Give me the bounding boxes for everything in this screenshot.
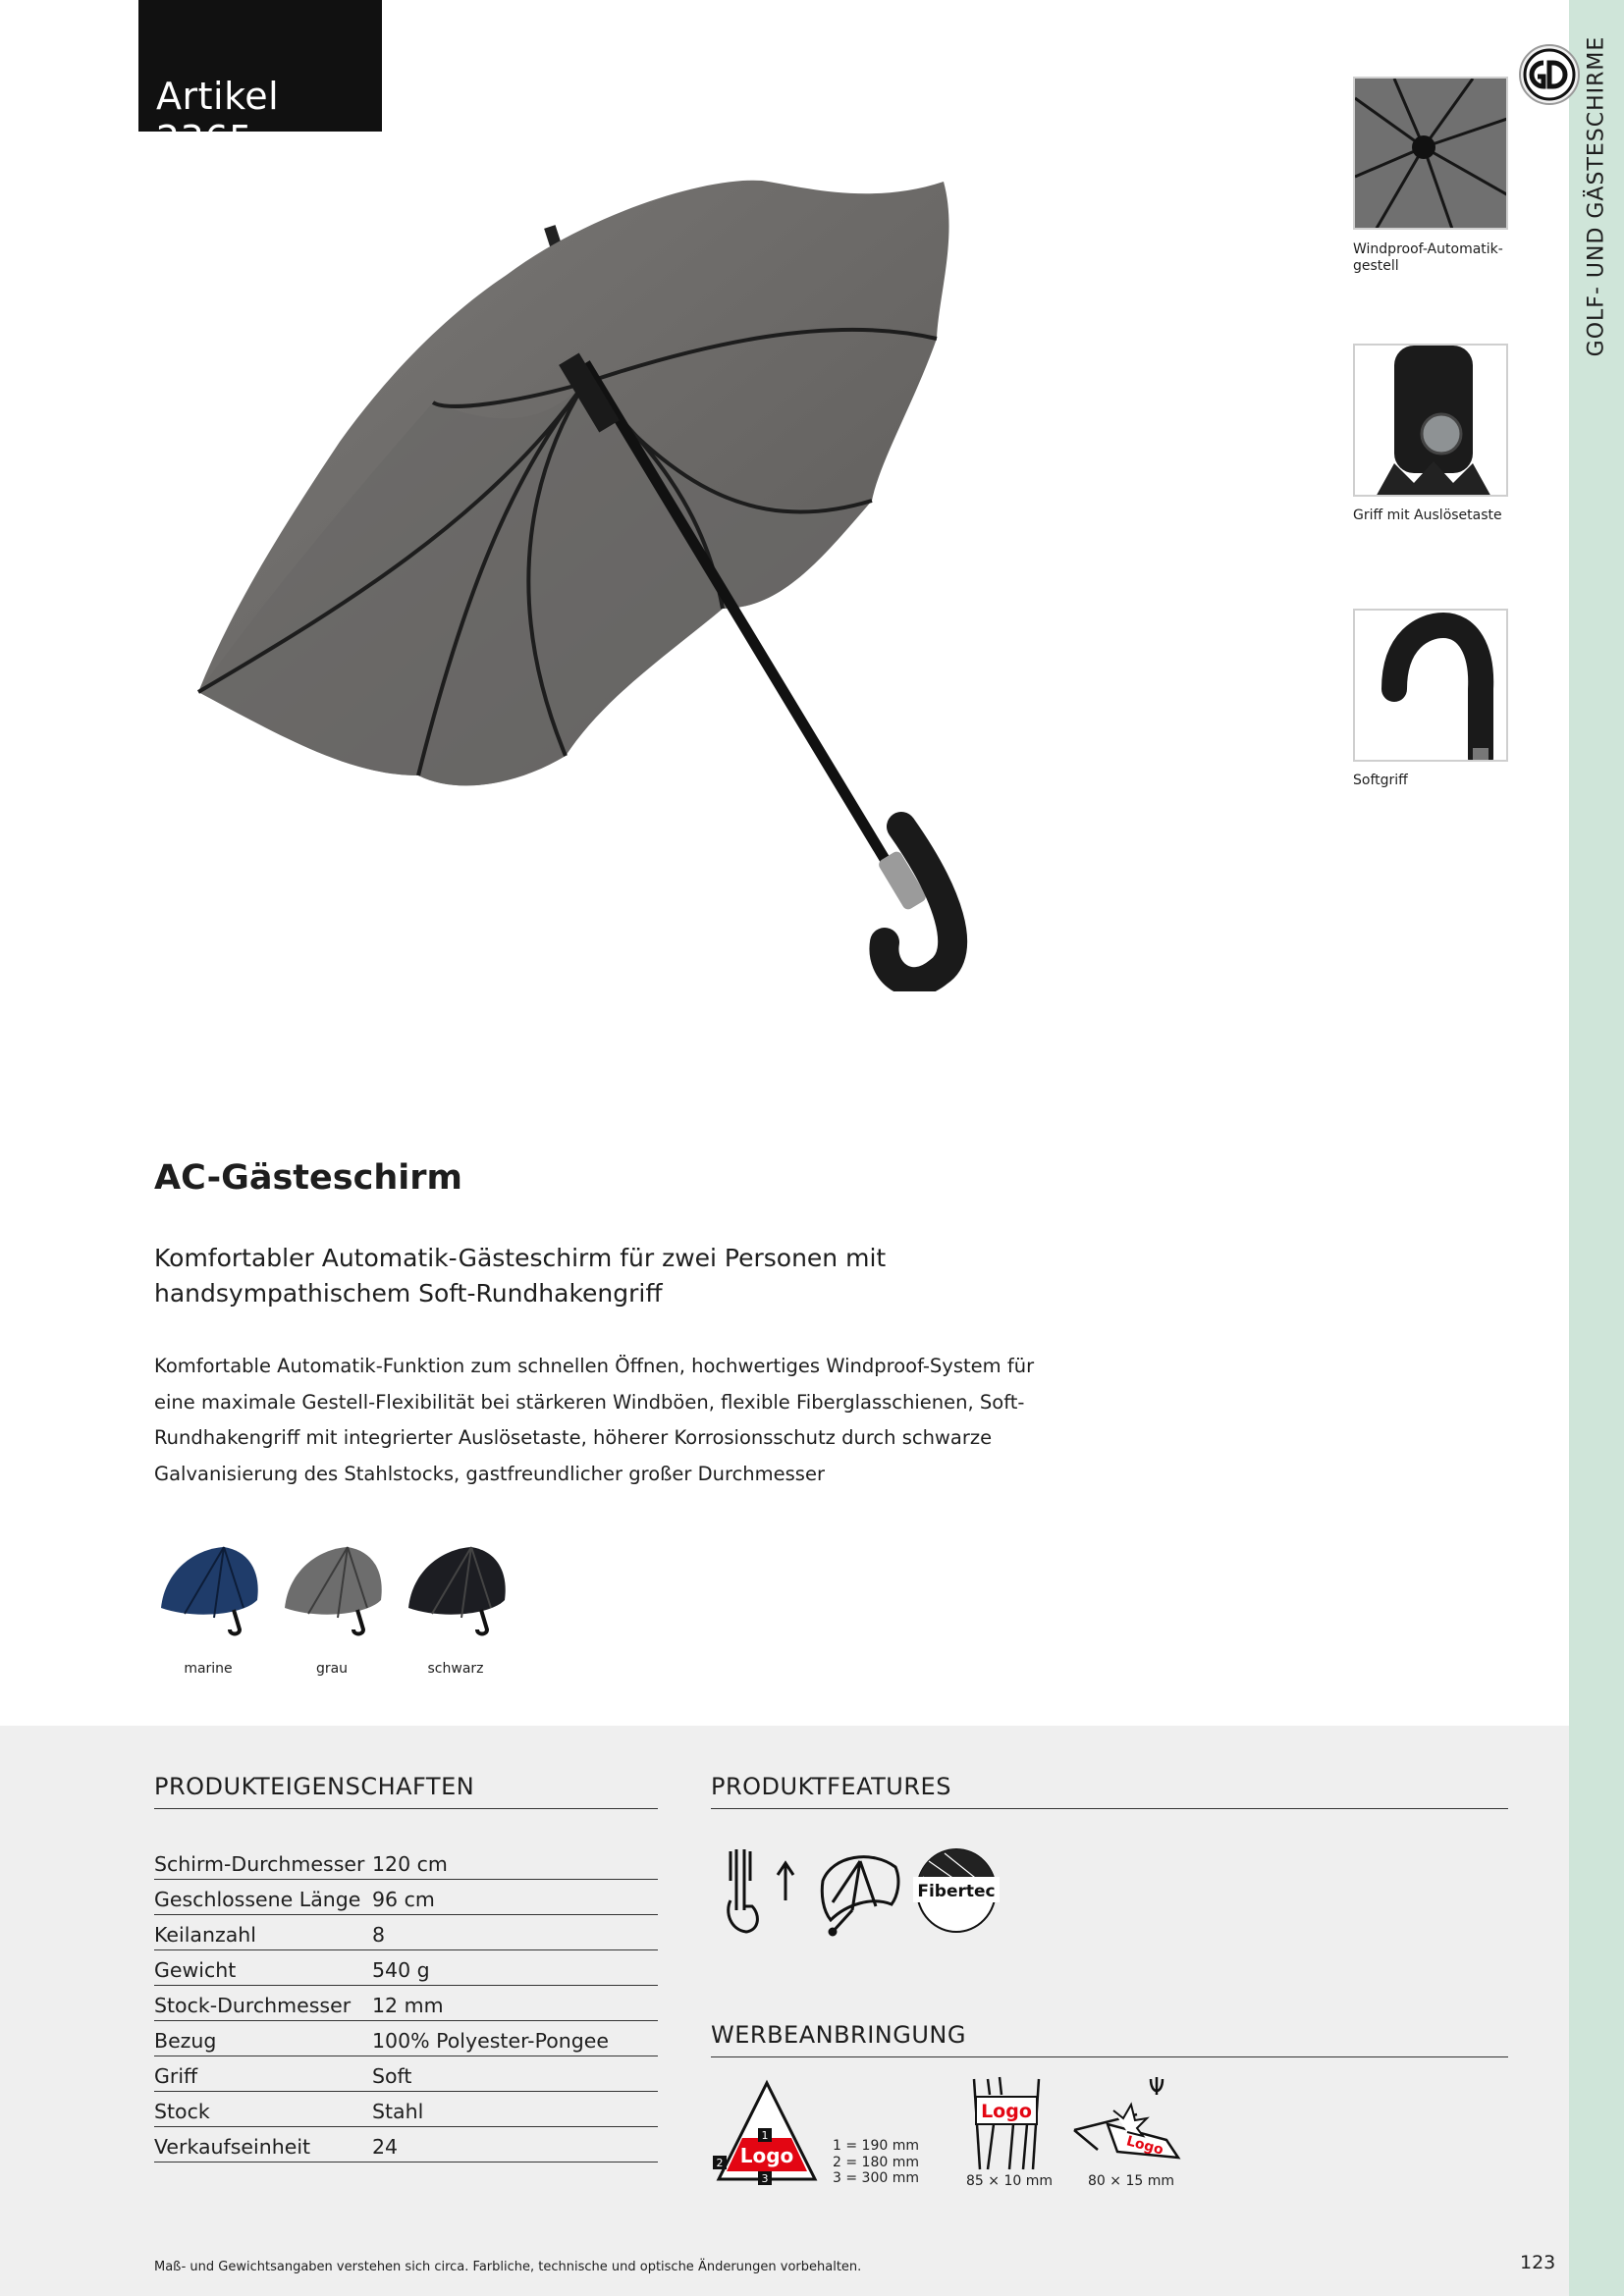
handle-size: 80 × 15 mm	[1088, 2173, 1174, 2189]
detail-image-frame	[1353, 77, 1508, 230]
detail-image-frame	[1353, 344, 1508, 497]
table-row: Schirm-Durchmesser 120 cm	[154, 1843, 658, 1879]
table-row: Bezug 100% Polyester-Pongee	[154, 2020, 658, 2056]
advertising-heading: WERBEANBRINGUNG	[711, 2021, 1508, 2057]
product-subtitle: Komfortabler Automatik-Gästeschirm für zwei Personen mit handsympathischem Soft-Rundhakengriff	[154, 1244, 887, 1308]
windproof-icon	[813, 1842, 907, 1940]
table-row: Keilanzahl 8	[154, 1914, 658, 1949]
detail-caption: Softgriff	[1353, 773, 1408, 788]
logo-word: Logo	[981, 2101, 1032, 2122]
umbrella-hero-image	[192, 147, 1174, 991]
color-swatch-grau[interactable]	[279, 1541, 389, 1639]
soft-handle-icon	[1355, 611, 1508, 762]
marker-3: 3	[761, 2172, 769, 2185]
features-heading: PRODUKTFEATURES	[711, 1773, 1508, 1809]
automatic-open-icon	[717, 1842, 811, 1940]
panel-print-area-icon	[713, 2077, 821, 2185]
color-label: marine	[184, 1661, 233, 1677]
table-row: Gewicht 540 g	[154, 1949, 658, 1985]
fibertec-icon	[909, 1842, 1003, 1940]
page-number: 123	[1520, 2252, 1556, 2273]
product-title: AC-Gästeschirm	[154, 1158, 462, 1198]
table-row: Geschlossene Länge 96 cm	[154, 1879, 658, 1914]
table-row: Verkaufseinheit 24	[154, 2126, 658, 2162]
color-label: grau	[315, 1661, 349, 1677]
strap-print-area-icon	[966, 2075, 1049, 2171]
marker-1: 1	[761, 2129, 769, 2142]
article-number-badge: Artikel 2365	[138, 0, 382, 132]
properties-heading: PRODUKTEIGENSCHAFTEN	[154, 1773, 658, 1809]
logo-word: Logo	[1124, 2133, 1165, 2159]
detail-caption: Windproof-Automatik- gestell	[1353, 241, 1503, 274]
color-label: schwarz	[427, 1661, 484, 1677]
table-row: Griff Soft	[154, 2056, 658, 2091]
product-description: Komfortable Automatik-Funktion zum schnellen Öffnen, hochwertiges Windproof-System für eine maximale Gestell-Flexibilität bei stärkeren Windböen, flexible Fiberglasschienen, Soft-Rundhakengriff mit integrierter Auslösetaste, höherer Korrosionsschutz durch schwarze Galvanisierung des Stahlstocks, gastfreundlicher großer Durchmesser	[154, 1355, 1035, 1485]
fibertec-label: Fibertec	[917, 1882, 996, 1901]
umbrella-frame-icon	[1355, 79, 1508, 230]
category-label: GOLF- UND GÄSTESCHIRME	[1584, 35, 1609, 357]
footnote: Maß- und Gewichtsangaben verstehen sich circa. Farbliche, technische und optische Änderungen vorbehalten.	[154, 2260, 862, 2274]
release-button-handle-icon	[1355, 346, 1508, 497]
detail-caption: Griff mit Auslösetaste	[1353, 507, 1502, 523]
brand-logo-icon	[1518, 43, 1581, 106]
color-swatch-schwarz[interactable]	[403, 1541, 513, 1639]
properties-table	[154, 1843, 658, 2163]
handle-print-area-icon	[1068, 2075, 1184, 2163]
table-row: Stock-Durchmesser 12 mm	[154, 1985, 658, 2020]
panel-sizes: 1 = 190 mm 2 = 180 mm 3 = 300 mm	[833, 2138, 919, 2186]
detail-image-frame	[1353, 609, 1508, 762]
table-row: Stock Stahl	[154, 2091, 658, 2126]
logo-word: Logo	[739, 2144, 794, 2167]
marker-2: 2	[716, 2157, 724, 2169]
color-swatch-marine[interactable]	[155, 1541, 265, 1639]
strap-size: 85 × 10 mm	[966, 2173, 1053, 2189]
